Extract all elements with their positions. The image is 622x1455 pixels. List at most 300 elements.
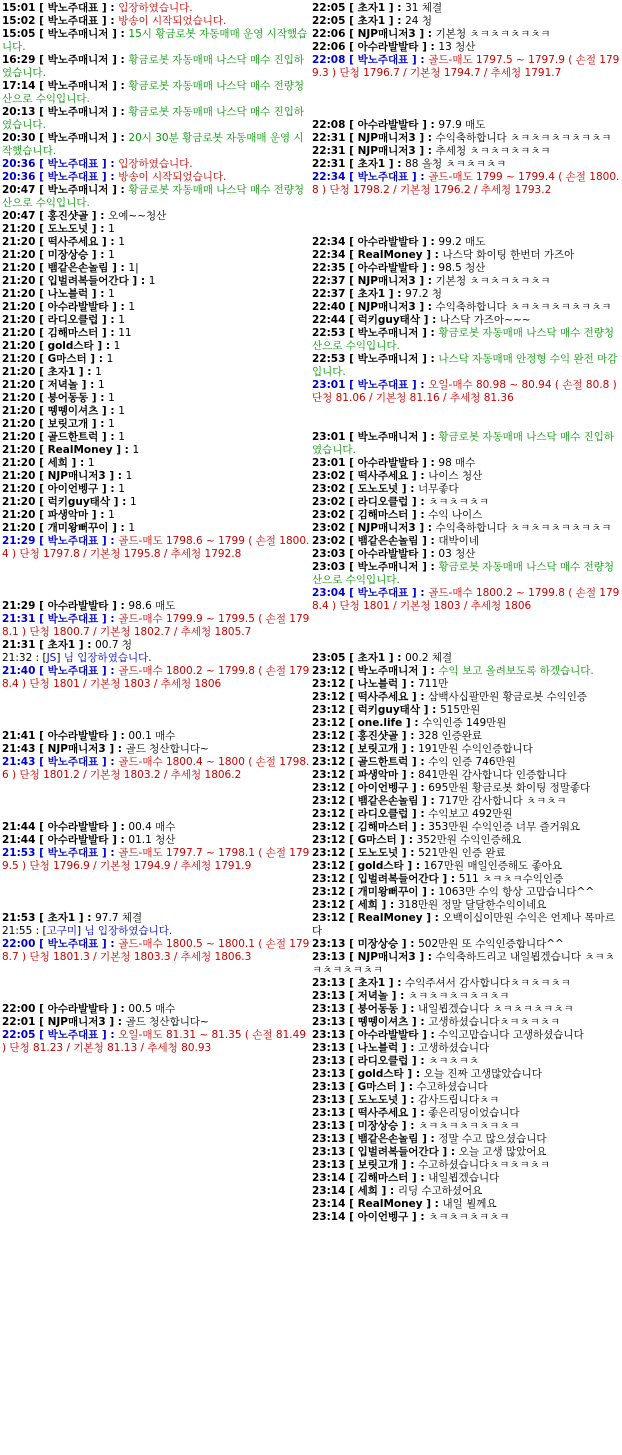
message-text: 1 <box>128 301 136 313</box>
message-time: 21:31 <box>2 639 36 651</box>
message-text: 황금로봇 자동매매 나스닥 매수 전량청산으로 수익입니다. <box>312 561 615 586</box>
message-user[interactable]: 홍진샷골 <box>47 210 89 222</box>
message-user[interactable]: 뱀같은손놀림 <box>357 1133 419 1145</box>
message-time: 23:12 <box>312 821 346 833</box>
system-message: 21:55 : [고구미] 님 입장하였습니다. <box>2 925 173 937</box>
chat-message: 21:20 [ 도노도넛 ] : 1 <box>2 223 115 235</box>
message-time: 21:43 <box>2 743 36 755</box>
message-user[interactable]: 도노도넛 <box>357 483 399 495</box>
chat-message: 22:31 [ 초자1 ] : 88 올청 ㅊㅋㅊㅋㅊㅋ <box>312 158 507 170</box>
message-text: 골드-매도 1798.6 ~ 1799 ( 손절 1800.4 ) 단청 1797.8 / 기본청 1795.8 / 추세청 1792.8 <box>2 535 310 560</box>
chat-message: 23:13 [ gold스타 ] : 오늘 진짜 고생많았습니다 <box>312 1068 542 1080</box>
message-text: 수익 나이스 <box>428 509 483 521</box>
chat-message: 23:02 [ 김해마스터 ] : 수익 나이스 <box>312 509 483 521</box>
message-user[interactable]: 김해마스터 <box>357 1172 409 1184</box>
message-user[interactable]: 저녁놀 <box>47 379 78 391</box>
message-user[interactable]: 뗑뗑이셔츠 <box>357 1016 409 1028</box>
message-time: 21:40 <box>2 665 36 677</box>
message-text: 수익축하합니다 ㅊㅋㅊㅋㅊㅋㅊㅋㅊㅋ <box>435 132 612 144</box>
message-time: 23:12 <box>312 912 346 924</box>
message-user[interactable]: 박노주매니저 <box>47 28 109 40</box>
chat-message: 22:05 [ 초자1 ] : 24 청 <box>312 15 432 27</box>
message-time: 23:01 <box>312 457 346 469</box>
message-user[interactable]: 박노주매니저 <box>357 561 419 573</box>
message-user[interactable]: 초자1 <box>47 912 76 924</box>
message-time: 23:12 <box>312 834 346 846</box>
message-user[interactable]: 초자1 <box>357 158 386 170</box>
chat-message: 21:20 [ NJP매니저3 ] : 1 <box>2 470 133 482</box>
message-user[interactable]: 박노주매니저 <box>47 80 109 92</box>
message-text: 99.2 매도 <box>438 236 486 248</box>
message-time: 20:36 <box>2 171 36 183</box>
message-time: 22:01 <box>2 1016 36 1028</box>
message-user[interactable]: 박노주대표 <box>47 2 99 14</box>
chat-message: 23:13 [ 미장상승 ] : 502만원 또 수익인증합니다^^ <box>312 938 564 950</box>
message-user[interactable]: 박노주대표 <box>357 54 409 66</box>
chat-message: 23:13 [ G마스터 ] : 수고하셨습니다 <box>312 1081 488 1093</box>
message-user[interactable]: G마스터 <box>357 1081 397 1093</box>
chat-message: 21:20 [ 라디오클럽 ] : 1 <box>2 314 125 326</box>
message-time: 22:00 <box>2 1003 36 1015</box>
chat-message: 23:12 [ 보릿고개 ] : 191만원 수익인증합니다 <box>312 743 533 755</box>
chat-message: 23:13 [ 뱀같은손놀림 ] : 정말 수고 많으셨습니다 <box>312 1133 547 1145</box>
message-time: 21:20 <box>2 288 36 300</box>
message-user[interactable]: 초자1 <box>357 977 386 989</box>
message-user[interactable]: 박노주대표 <box>47 1029 99 1041</box>
message-text: 24 청 <box>405 15 432 27</box>
message-text: 1 <box>108 418 115 430</box>
message-user[interactable]: 뗑뗑이셔츠 <box>47 405 99 417</box>
message-time: 21:44 <box>2 821 36 833</box>
message-user[interactable]: NJP매니저3 <box>357 301 416 313</box>
message-text: 오늘 고생 많았어요 <box>458 1146 547 1158</box>
chat-message: 22:37 [ NJP매니저3 ] : 기본청 ㅊㅋㅊㅋㅊㅋㅊㅋ <box>312 275 551 287</box>
message-time: 23:13 <box>312 1055 346 1067</box>
chat-message: 21:20 [ 세희 ] : 1 <box>2 457 95 469</box>
chat-message: 23:02 [ 뱀같은손놀림 ] : 대박이네 <box>312 535 479 547</box>
message-time: 22:37 <box>312 288 346 300</box>
message-text: 수익축하합니다 ㅊㅋㅊㅋㅊㅋㅊㅋㅊㅋ <box>435 301 612 313</box>
message-user[interactable]: 박노주매니저 <box>357 353 419 365</box>
message-user[interactable]: 박노주대표 <box>47 171 99 183</box>
message-user[interactable]: one.life <box>357 717 403 729</box>
message-text: 수익축하드리고 내일뵙겠습니다 ㅊㅋㅊㅋㅊㅋㅊㅋㅊㅋ <box>312 951 615 976</box>
message-user[interactable]: NJP매니저3 <box>47 470 106 482</box>
message-time: 23:13 <box>312 1094 346 1106</box>
message-user[interactable]: 개미왕뻐꾸이 <box>357 886 419 898</box>
message-user[interactable]: 미장상승 <box>357 938 399 950</box>
message-text: 11 <box>118 327 132 339</box>
message-user[interactable]: NJP매니저3 <box>47 1016 106 1028</box>
message-time: 22:31 <box>312 145 346 157</box>
message-user[interactable]: 초자1 <box>47 639 76 651</box>
message-text: 711만 <box>418 678 449 690</box>
message-user[interactable]: 나노블럭 <box>47 288 89 300</box>
message-text: 167만원 매일인증해도 좋아요 <box>423 860 562 872</box>
message-user[interactable]: 박노주대표 <box>47 613 99 625</box>
message-time: 20:30 <box>2 132 36 144</box>
message-user[interactable]: 박노주매니저 <box>357 327 419 339</box>
chat-message: 21:20 [ 저녁놀 ] : 1 <box>2 379 105 391</box>
message-text: 1 <box>118 314 125 326</box>
message-user[interactable]: 김해마스터 <box>357 509 409 521</box>
chat-message: 22:44 [ 럭키guy태삭 ] : 나스닥 가즈아~~~ <box>312 314 531 326</box>
message-text: 97.7 체결 <box>95 912 143 924</box>
message-text: 1 <box>128 522 136 534</box>
message-time: 21:20 <box>2 509 36 521</box>
message-user[interactable]: 개미왕뻐꾸이 <box>47 522 109 534</box>
message-text: ㅊㅋㅊㅋㅊ <box>428 1055 479 1067</box>
message-user[interactable]: 보릿고개 <box>47 418 89 430</box>
chat-message: 21:20 [ 아이언벵구 ] : 1 <box>2 483 125 495</box>
message-user[interactable]: 아수라발발타 <box>47 600 109 612</box>
chat-message: 23:12 [ 아이언벵구 ] : 695만원 황금로봇 화이팅 정말좋다 <box>312 782 591 794</box>
chat-message: 21:20 [ 떡사주세요 ] : 1 <box>2 236 125 248</box>
message-user[interactable]: 박노주매니저 <box>357 431 419 443</box>
message-user[interactable]: 골드한트럭 <box>47 431 99 443</box>
message-time: 23:13 <box>312 990 346 1002</box>
chat-message: 23:12 [ 세희 ] : 318만원 정말 달달한수익이네요 <box>312 899 547 911</box>
chat-message: 23:13 [ 입벌려복들어간다 ] : 오늘 고생 많았어요 <box>312 1146 547 1158</box>
message-time: 21:53 <box>2 912 36 924</box>
message-time: 23:13 <box>312 1081 346 1093</box>
message-user[interactable]: 떡사주세요 <box>357 470 409 482</box>
message-user[interactable]: JS <box>46 652 57 664</box>
message-user[interactable]: gold스타 <box>357 860 404 872</box>
chat-message: 21:53 [ 초자1 ] : 97.7 체결 <box>2 912 143 924</box>
message-user[interactable]: 아이언벵구 <box>47 483 99 495</box>
message-user[interactable]: 라디오클럽 <box>357 808 409 820</box>
message-user[interactable]: 아수라발발타 <box>357 1029 419 1041</box>
message-text: 1 <box>108 288 115 300</box>
message-user[interactable]: NJP매니저3 <box>357 28 416 40</box>
message-user[interactable]: 아수라발발타 <box>357 548 419 560</box>
message-text: 328 인증완료 <box>418 730 483 742</box>
message-user[interactable]: 파생악마 <box>357 769 399 781</box>
message-user[interactable]: 럭키guy태삭 <box>357 314 420 326</box>
message-text: 97.2 청 <box>405 288 442 300</box>
chat-message: 23:12 [ 김해마스터 ] : 353만원 수익인증 너무 즐거워요 <box>312 821 581 833</box>
message-time: 23:02 <box>312 535 346 547</box>
message-text: 감사드립니다ㅊㅋ <box>418 1094 500 1106</box>
message-user[interactable]: 뱀같은손놀림 <box>357 535 419 547</box>
message-user[interactable]: 박노주매니저 <box>47 132 109 144</box>
message-user[interactable]: 아수라발발타 <box>357 236 419 248</box>
message-time: 23:03 <box>312 548 346 560</box>
message-text: ㅊㅋㅊㅋㅊㅋㅊㅋ <box>428 1211 510 1223</box>
chat-message: 21:20 [ 붕어동동 ] : 1 <box>2 392 115 404</box>
message-user[interactable]: RealMoney <box>357 249 423 261</box>
message-time: 21:20 <box>2 340 36 352</box>
chat-message: 23:03 [ 박노주매니저 ] : 황금로봇 자동매매 나스닥 매수 전량청산으로 수익입니다. <box>312 561 615 586</box>
message-user[interactable]: 박노주대표 <box>47 938 99 950</box>
chat-message: 21:20 [ 뱀같은손놀림 ] : 1| <box>2 262 139 274</box>
chat-message: 22:31 [ NJP매니저3 ] : 추세청 ㅊㅋㅊㅋㅊㅋㅊㅋ <box>312 145 551 157</box>
message-text: 수익 인증 746만원 <box>428 756 516 768</box>
message-text: 나이스 청산 <box>428 470 483 482</box>
message-text: 수익축하합니다 ㅊㅋㅊㅋㅊㅋㅊㅋㅊㅋ <box>435 522 612 534</box>
message-user[interactable]: 입벌려복들어간다 <box>357 1146 439 1158</box>
message-user[interactable]: 도노도넛 <box>47 223 89 235</box>
message-user[interactable]: 박노주대표 <box>357 379 409 391</box>
message-user[interactable]: 붕어동동 <box>47 392 89 404</box>
message-user[interactable]: NJP매니저3 <box>357 951 416 963</box>
message-user[interactable]: 박노주대표 <box>357 587 409 599</box>
message-time: 23:12 <box>312 756 346 768</box>
message-text: 352만원 수익인증해요 <box>416 834 522 846</box>
message-user[interactable]: NJP매니저3 <box>357 132 416 144</box>
chat-message: 22:06 [ 아수라발발타 ] : 13 청산 <box>312 41 476 53</box>
message-text: 오일-매수 80.98 ~ 80.94 ( 손절 80.8 ) 단청 81.06 / 기본청 81.16 / 추세청 81.36 <box>312 379 617 404</box>
message-time: 21:20 <box>2 496 36 508</box>
message-user[interactable]: 박노주대표 <box>47 535 99 547</box>
message-user[interactable]: 박노주대표 <box>47 756 99 768</box>
chat-message: 21:20 [ 아수라발발타 ] : 1 <box>2 301 136 313</box>
message-user[interactable]: 뱀같은손놀림 <box>47 262 109 274</box>
message-time: 21:20 <box>2 483 36 495</box>
message-user[interactable]: gold스타 <box>47 340 94 352</box>
message-user[interactable]: 아수라발발타 <box>47 834 109 846</box>
chat-message: 21:20 [ 럭키guy태삭 ] : 1 <box>2 496 137 508</box>
message-user[interactable]: 라디오클럽 <box>357 1055 409 1067</box>
message-time: 23:12 <box>312 730 346 742</box>
message-text: 03 청산 <box>438 548 476 560</box>
message-text: 골드 청산합니다~ <box>125 743 209 755</box>
message-user[interactable]: 럭키guy태삭 <box>357 704 420 716</box>
message-user[interactable]: NJP매니저3 <box>357 522 416 534</box>
message-user[interactable]: 파생악마 <box>47 509 89 521</box>
message-user[interactable]: 초자1 <box>357 288 386 300</box>
message-time: 22:34 <box>312 249 346 261</box>
message-text: 20시 30분 황금로봇 자동매매 운영 시작했습니다. <box>2 132 304 157</box>
message-user[interactable]: 뱀같은손놀림 <box>357 795 419 807</box>
message-time: 22:40 <box>312 301 346 313</box>
chat-message: 21:44 [ 아수라발발타 ] : 00.4 매수 <box>2 821 176 833</box>
message-user[interactable]: 아수라발발타 <box>47 730 109 742</box>
message-text: 1 <box>118 431 125 443</box>
message-text: 내일뵙겠습니다 <box>428 1172 500 1184</box>
message-user[interactable]: 아수라발발타 <box>47 301 109 313</box>
message-user[interactable]: 박노주대표 <box>47 158 99 170</box>
message-text: 1 <box>87 457 95 469</box>
message-user[interactable]: 저녁놀 <box>357 990 388 1002</box>
message-time: 21:20 <box>2 366 36 378</box>
message-text: 98.6 매도 <box>128 600 176 612</box>
message-text: 황금로봇 자동매매 나스닥 매수 전량청산으로 수익입니다. <box>2 80 305 105</box>
message-text: 1 <box>108 509 115 521</box>
message-text: 방송이 시작되었습니다. <box>118 171 227 183</box>
message-time: 22:08 <box>312 119 346 131</box>
message-text: 98.5 청산 <box>438 262 486 274</box>
message-text: 너무좋다 <box>418 483 459 495</box>
message-text: ㅊㅋㅊㅋㅊㅋ <box>428 496 490 508</box>
message-text: 골드 청산합니다~ <box>125 1016 209 1028</box>
message-user[interactable]: 박노주매니저 <box>47 54 109 66</box>
message-time: 23:12 <box>312 691 346 703</box>
message-text: 수익인증 149만원 <box>422 717 507 729</box>
chat-message: 21:41 [ 아수라발발타 ] : 00.1 매수 <box>2 730 176 742</box>
message-time: 23:13 <box>312 1159 346 1171</box>
message-text: 13 청산 <box>438 41 476 53</box>
message-text: 리딩 수고하셨어요 <box>397 1185 483 1197</box>
message-user[interactable]: RealMoney <box>357 1198 423 1210</box>
message-time: 20:13 <box>2 106 36 118</box>
message-text: 입장하였습니다. <box>118 158 193 170</box>
chat-message: 21:20 [ 뗑뗑이셔츠 ] : 1 <box>2 405 125 417</box>
chat-message: 15:05 [ 박노주매니저 ] : 15시 황금로봇 자동매매 운영 시작했습니다. <box>2 28 308 53</box>
message-user[interactable]: 입벌려복들어간다 <box>357 873 439 885</box>
message-user[interactable]: 붕어동동 <box>357 1003 399 1015</box>
message-user[interactable]: 세희 <box>357 899 378 911</box>
message-user[interactable]: RealMoney <box>47 444 113 456</box>
message-user[interactable]: 김해마스터 <box>47 327 99 339</box>
message-user[interactable]: 아수라발발타 <box>357 262 419 274</box>
message-user[interactable]: 아이언벵구 <box>357 782 409 794</box>
chat-message: 22:31 [ NJP매니저3 ] : 수익축하합니다 ㅊㅋㅊㅋㅊㅋㅊㅋㅊㅋ <box>312 132 612 144</box>
message-text: 1 <box>118 483 125 495</box>
message-user[interactable]: 박노주매니저 <box>357 665 419 677</box>
message-user[interactable]: 나노블럭 <box>357 678 399 690</box>
message-text: 내일뵙겠습니다 ㅊㅋㅊㅋㅊㅋㅊㅋ <box>418 1003 574 1015</box>
message-text: 00.7 청 <box>95 639 132 651</box>
message-user[interactable]: 아수라발발타 <box>357 41 419 53</box>
message-text: 추세청 ㅊㅋㅊㅋㅊㅋㅊㅋ <box>435 145 551 157</box>
message-user[interactable]: G마스터 <box>47 353 87 365</box>
message-user[interactable]: 아수라발발타 <box>47 1003 109 1015</box>
message-user[interactable]: 라디오클럽 <box>357 496 409 508</box>
message-user[interactable]: 나노블럭 <box>357 1042 399 1054</box>
message-time: 23:13 <box>312 1068 346 1080</box>
message-user[interactable]: 박노주매니저 <box>47 184 109 196</box>
chat-message: 22:40 [ NJP매니저3 ] : 수익축하합니다 ㅊㅋㅊㅋㅊㅋㅊㅋㅊㅋ <box>312 301 612 313</box>
message-user[interactable]: 도노도넛 <box>357 847 399 859</box>
message-user[interactable]: 떡사주세요 <box>357 1107 409 1119</box>
message-user[interactable]: 미장상승 <box>357 1120 399 1132</box>
message-user[interactable]: 박노주대표 <box>47 665 99 677</box>
message-user[interactable]: 김해마스터 <box>357 821 409 833</box>
message-user[interactable]: 아이언벵구 <box>357 1211 409 1223</box>
message-text: 98 매수 <box>438 457 476 469</box>
message-user[interactable]: NJP매니저3 <box>47 743 106 755</box>
chat-message: 23:12 [ 라디오클럽 ] : 수익보고 492만원 <box>312 808 513 820</box>
message-text: 황금로봇 자동매매 나스닥 매수 진입하였습니다. <box>312 431 615 456</box>
message-text: 97.9 매도 <box>438 119 486 131</box>
message-user[interactable]: 입벌려복들어간다 <box>47 275 129 287</box>
chat-message: 23:12 [ 나노블럭 ] : 711만 <box>312 678 449 690</box>
message-time: 23:12 <box>312 678 346 690</box>
system-message: 21:32 : [JS] 님 입장하였습니다. <box>2 652 152 664</box>
message-time: 23:03 <box>312 561 346 573</box>
message-time: 22:05 <box>2 1029 36 1041</box>
message-user[interactable]: 세희 <box>357 1185 378 1197</box>
message-text: 좋은리딩이었습니다 <box>428 1107 520 1119</box>
message-user[interactable]: 초자1 <box>357 2 386 14</box>
chat-message: 23:14 [ 아이언벵구 ] : ㅊㅋㅊㅋㅊㅋㅊㅋ <box>312 1211 510 1223</box>
message-user[interactable]: 럭키guy태삭 <box>47 496 110 508</box>
message-user[interactable]: 초자1 <box>47 366 76 378</box>
message-user[interactable]: 보릿고개 <box>357 743 399 755</box>
message-user[interactable]: 아수라발발타 <box>357 457 419 469</box>
chat-message: 20:47 [ 박노주매니저 ] : 황금로봇 자동매매 나스닥 매수 전량청산으로 수익입니다. <box>2 184 305 209</box>
message-text: 황금로봇 자동매매 나스닥 매수 전량청산으로 수익입니다. <box>2 184 305 209</box>
message-user[interactable]: 박노주대표 <box>357 171 409 183</box>
message-text: 88 올청 ㅊㅋㅊㅋㅊㅋ <box>405 158 507 170</box>
message-time: 23:02 <box>312 496 346 508</box>
message-text: 수익주셔서 감사합니다ㅊㅋㅊㅋㅊㅋ <box>405 977 571 989</box>
message-user[interactable]: NJP매니저3 <box>357 145 416 157</box>
message-text: 오백이십이만원 수익은 언제나 목마르다 <box>312 912 615 937</box>
message-user[interactable]: 박노주매니저 <box>47 106 109 118</box>
chat-message: 23:13 [ 초자1 ] : 수익주셔서 감사합니다ㅊㅋㅊㅋㅊㅋ <box>312 977 571 989</box>
chat-message: 23:02 [ NJP매니저3 ] : 수익축하합니다 ㅊㅋㅊㅋㅊㅋㅊㅋㅊㅋ <box>312 522 612 534</box>
message-user[interactable]: 홍진샷골 <box>357 730 399 742</box>
message-time: 22:34 <box>312 236 346 248</box>
message-user[interactable]: 골드한트럭 <box>357 756 409 768</box>
chat-message: 23:12 [ 홍진샷골 ] : 328 인증완료 <box>312 730 483 742</box>
message-user[interactable]: 라디오클럽 <box>47 314 99 326</box>
message-user[interactable]: 도노도넛 <box>357 1094 399 1106</box>
message-time: 22:06 <box>312 41 346 53</box>
chat-message: 21:44 [ 아수라발발타 ] : 01.1 청산 <box>2 834 176 846</box>
chat-message: 22:01 [ NJP매니저3 ] : 골드 청산합니다~ <box>2 1016 209 1028</box>
message-user[interactable]: 박노주대표 <box>47 847 99 859</box>
chat-message: 16:29 [ 박노주매니저 ] : 황금로봇 자동매매 나스닥 매수 진입하였습니다. <box>2 54 305 79</box>
message-user[interactable]: 세희 <box>47 457 68 469</box>
message-user[interactable]: 떡사주세요 <box>357 691 409 703</box>
message-text: 521만원 인증 완료 <box>418 847 506 859</box>
message-user[interactable]: 보릿고개 <box>357 1159 399 1171</box>
chat-message: 23:12 [ 뱀같은손놀림 ] : 717만 감사합니다 ㅊㅋㅊㅋ <box>312 795 567 807</box>
message-time: 21:20 <box>2 236 36 248</box>
message-user[interactable]: 초자1 <box>357 652 386 664</box>
message-time: 23:12 <box>312 860 346 872</box>
message-user[interactable]: 아수라발발타 <box>47 821 109 833</box>
message-user[interactable]: 떡사주세요 <box>47 236 99 248</box>
chat-message: 23:14 [ 김해마스터 ] : 내일뵙겠습니다 <box>312 1172 500 1184</box>
message-time: 23:02 <box>312 522 346 534</box>
chat-message: 15:01 [ 박노주대표 ] : 입장하였습니다. <box>2 2 193 14</box>
message-user[interactable]: 아수라발발타 <box>357 119 419 131</box>
message-user[interactable]: 박노주대표 <box>47 15 99 27</box>
message-user[interactable]: 미장상승 <box>47 249 89 261</box>
message-time: 15:01 <box>2 2 36 14</box>
message-user[interactable]: G마스터 <box>357 834 397 846</box>
chat-message: 23:04 [ 박노주대표 ] : 골드-매수 1800.2 ~ 1799.8 ( 손절 1798.4 ) 단청 1801 / 기본청 1803 / 추세청 1806 <box>312 587 620 612</box>
message-time: 22:06 <box>312 28 346 40</box>
message-time: 23:01 <box>312 431 346 443</box>
message-time: 23:12 <box>312 899 346 911</box>
message-text: 골드-매수 1799.9 ~ 1799.5 ( 손절 1798.1 ) 단청 1800.7 / 기본청 1802.7 / 추세청 1805.7 <box>2 613 310 638</box>
message-text: 골드-매도 1797.7 ~ 1798.1 ( 손절 1799.5 ) 단청 1796.9 / 기본청 1794.9 / 추세청 1791.9 <box>2 847 310 872</box>
message-user[interactable]: 초자1 <box>357 15 386 27</box>
chat-message: 23:13 [ 도노도넛 ] : 감사드립니다ㅊㅋ <box>312 1094 500 1106</box>
message-time: 23:13 <box>312 938 346 950</box>
chat-message: 23:13 [ 붕어동동 ] : 내일뵙겠습니다 ㅊㅋㅊㅋㅊㅋㅊㅋ <box>312 1003 574 1015</box>
message-user[interactable]: RealMoney <box>357 912 423 924</box>
message-user[interactable]: 고구미 <box>46 925 78 937</box>
message-time: 22:31 <box>312 132 346 144</box>
message-user[interactable]: NJP매니저3 <box>357 275 416 287</box>
message-text: 1 <box>129 496 137 508</box>
chat-message: 23:02 [ 라디오클럽 ] : ㅊㅋㅊㅋㅊㅋ <box>312 496 490 508</box>
message-time: 23:02 <box>312 470 346 482</box>
message-user[interactable]: gold스타 <box>357 1068 404 1080</box>
message-time: 21:20 <box>2 431 36 443</box>
chat-message: 23:05 [ 초자1 ] : 00.2 체결 <box>312 652 453 664</box>
chat-message: 23:13 [ 아수라발발타 ] : 수익고맙습니다 고생하셨습니다 <box>312 1029 584 1041</box>
chat-message: 23:02 [ 떡사주세요 ] : 나이스 청산 <box>312 470 483 482</box>
message-text: 님 입장하였습니다. <box>63 652 152 664</box>
